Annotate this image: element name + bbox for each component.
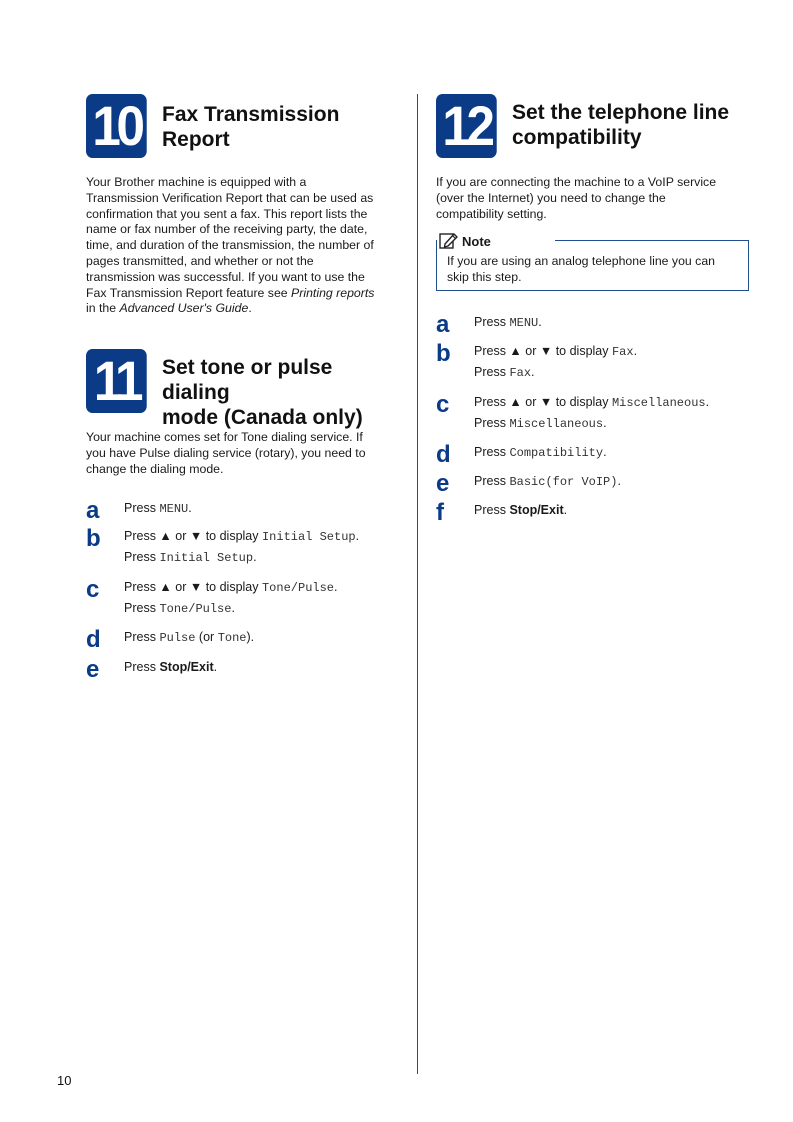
instruction-text: .	[563, 503, 568, 517]
note-label: Note	[462, 233, 491, 249]
step-number-badge: 10	[86, 94, 147, 158]
substep-instruction	[474, 362, 535, 384]
substep-instruction	[124, 598, 235, 620]
lcd-menu-text: Compatibility	[509, 446, 604, 460]
step-11-body	[86, 430, 398, 477]
substep-instruction	[124, 547, 257, 569]
substep-letter: b	[436, 340, 451, 367]
instruction-text: Press	[474, 315, 510, 329]
instruction-text: Press	[474, 503, 510, 517]
body-line: confirmation that you sent a fax. This report lists the	[86, 206, 368, 221]
body-line: Transmission Verification Report that can be used as	[86, 190, 374, 205]
substep-letter: f	[436, 499, 444, 526]
instruction-text: .	[253, 550, 257, 564]
reference-printing-reports: Printing reports	[291, 285, 375, 300]
lcd-menu-text: Initial Setup	[261, 530, 356, 544]
instruction-text: .	[213, 660, 218, 674]
body-line: time, and duration of the transmission, the number of	[86, 238, 374, 253]
reference-advanced-users-guide: Advanced User's Guide	[119, 301, 249, 316]
substep-instruction	[474, 392, 709, 414]
note-box	[436, 233, 749, 291]
step-title-line: Set the telephone line	[512, 101, 730, 124]
lcd-menu-text: Tone/Pulse	[159, 602, 232, 616]
instruction-text: .	[355, 529, 360, 543]
instruction-text: .	[531, 365, 535, 379]
instruction-text: Press ▲ or ▼ to display	[124, 529, 262, 543]
step-title-line: compatibility	[512, 126, 642, 149]
substep-instruction	[474, 312, 542, 334]
step-title-line: Set tone or pulse dialing	[162, 356, 333, 404]
lcd-menu-text: Basic(for VoIP)	[509, 475, 618, 489]
substep-instruction	[474, 442, 607, 464]
lcd-menu-text: MENU	[509, 316, 539, 330]
body-line: Your machine comes set for Tone dialing service. If	[86, 430, 363, 444]
body-line: change the dialing mode.	[86, 461, 224, 476]
note-divider	[555, 240, 749, 241]
substep-letter: e	[86, 656, 100, 683]
note-pencil-icon	[439, 232, 459, 253]
substep-letter: a	[436, 311, 450, 338]
lcd-menu-text: Tone/Pulse	[261, 581, 334, 595]
body-line: transmission was successful. If you want to use the	[86, 269, 365, 284]
instruction-text: .	[705, 395, 710, 409]
lcd-menu-text: Fax	[509, 366, 532, 380]
body-line: you have Pulse dialing service (rotary), you need to	[86, 445, 366, 460]
lcd-menu-text: Miscellaneous	[611, 396, 706, 410]
substep-letter: d	[436, 441, 451, 468]
step-10-body	[86, 175, 398, 317]
substep-instruction	[124, 526, 359, 548]
note-heading	[439, 232, 497, 253]
lcd-menu-text: Initial Setup	[159, 551, 254, 565]
page-number: 10	[57, 1073, 72, 1088]
instruction-text: Press ▲ or ▼ to display	[474, 344, 612, 358]
instruction-text: Press	[124, 601, 160, 615]
lcd-menu-text: Miscellaneous	[509, 417, 604, 431]
substep-letter: d	[86, 626, 101, 653]
body-line: name or fax number of the receiving party, the date,	[86, 222, 368, 237]
instruction-text: (or	[195, 630, 218, 644]
lcd-menu-text: Fax	[611, 345, 634, 359]
substep-letter: e	[436, 470, 450, 497]
instruction-text: .	[334, 580, 338, 594]
body-line	[86, 301, 398, 317]
body-line: compatibility setting.	[436, 206, 547, 221]
instruction-text: Press ▲ or ▼ to display	[124, 580, 262, 594]
note-line: If you are using an analog telephone line you can	[447, 254, 715, 268]
body-line	[86, 286, 398, 302]
instruction-text: Press	[474, 416, 510, 430]
step-title: Fax Transmission Report	[162, 103, 340, 151]
substep-letter: b	[86, 525, 101, 552]
instruction-text: Press	[124, 630, 160, 644]
lcd-menu-text: MENU	[159, 502, 189, 516]
key-name: Stop/Exit	[159, 660, 214, 674]
step-number-badge: 12	[436, 94, 497, 158]
instruction-text: .	[231, 601, 235, 615]
substep-instruction	[474, 413, 607, 435]
substep-instruction	[124, 577, 337, 599]
step-title-line: mode (Canada only)	[162, 406, 363, 429]
lcd-menu-text: Tone	[217, 631, 247, 645]
instruction-text: Press	[124, 501, 160, 515]
body-line: (over the Internet) you need to change the	[436, 190, 666, 205]
substep-letter: c	[436, 391, 450, 418]
body-text-run: Fax Transmission Report feature see	[86, 285, 292, 300]
substep-instruction	[124, 498, 192, 520]
substep-letter: c	[86, 576, 100, 603]
column-divider	[417, 94, 418, 1074]
instruction-text: Press	[124, 660, 160, 674]
lcd-menu-text: Pulse	[159, 631, 196, 645]
instruction-text: Press	[474, 474, 510, 488]
instruction-text: .	[188, 501, 192, 515]
body-line: Your Brother machine is equipped with a	[86, 175, 307, 189]
substep-instruction	[474, 471, 621, 493]
note-text	[447, 254, 742, 286]
note-line: skip this step.	[447, 269, 522, 284]
substep-letter: a	[86, 497, 100, 524]
substep-instruction	[474, 341, 637, 363]
instruction-text: Press	[124, 550, 160, 564]
key-name: Stop/Exit	[509, 503, 564, 517]
body-line: If you are connecting the machine to a VoIP service	[436, 175, 717, 189]
instruction-text: Press ▲ or ▼ to display	[474, 395, 612, 409]
step-title	[512, 100, 729, 150]
instruction-text: .	[603, 445, 607, 459]
body-line: pages transmitted, and whether or not the	[86, 253, 314, 268]
substep-instruction	[124, 657, 217, 678]
instruction-text: .	[538, 315, 542, 329]
instruction-text: .	[633, 344, 638, 358]
instruction-text: .	[603, 416, 607, 430]
instruction-text: Press	[474, 365, 510, 379]
step-12-body	[436, 175, 749, 222]
instruction-text: .	[617, 474, 621, 488]
body-text-run: .	[248, 301, 252, 316]
step-title	[162, 355, 398, 430]
substep-instruction	[474, 500, 567, 521]
instruction-text: ).	[246, 630, 255, 644]
step-number-badge: 11	[86, 349, 147, 413]
substep-instruction	[124, 627, 254, 649]
instruction-text: Press	[474, 445, 510, 459]
body-text-run: in the	[86, 301, 120, 316]
